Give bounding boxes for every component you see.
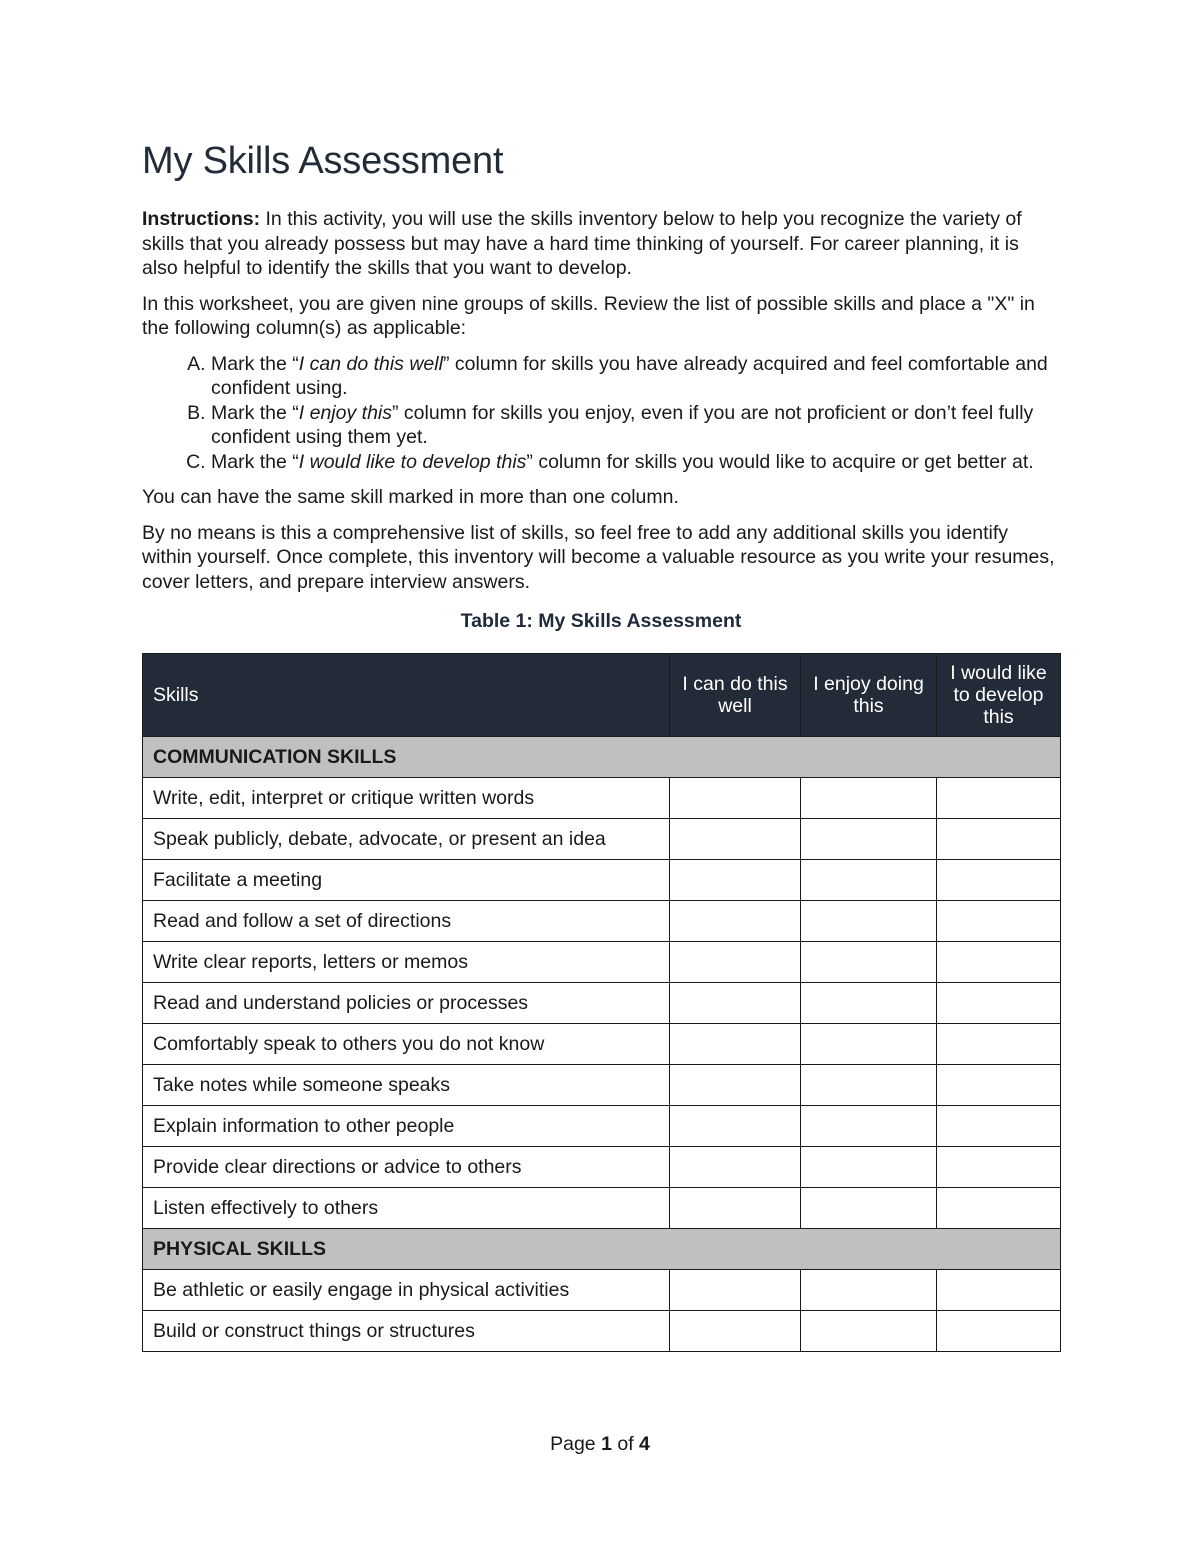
header-skills: Skills [143,654,670,737]
instructions-label: Instructions: [142,208,261,230]
can-do-well-cell[interactable] [670,860,801,901]
develop-cell[interactable] [937,983,1061,1024]
develop-cell[interactable] [937,1147,1061,1188]
page-footer: Page 1 of 4 [550,1433,650,1455]
enjoy-cell[interactable] [801,778,937,819]
develop-cell[interactable] [937,1065,1061,1106]
skill-name-cell: Comfortably speak to others you do not know [143,1024,670,1065]
skill-name-cell: Read and follow a set of directions [143,901,670,942]
develop-cell[interactable] [937,860,1061,901]
enjoy-cell[interactable] [801,1106,937,1147]
develop-cell[interactable] [937,1188,1061,1229]
develop-cell[interactable] [937,1311,1061,1352]
skill-name-cell: Build or construct things or structures [143,1311,670,1352]
skills-table [142,653,1061,1352]
enjoy-cell[interactable] [801,1024,937,1065]
list-item: C. Mark the “I would like to develop this” column for skills you would like to acquire or get better at. [211,450,1060,475]
enjoy-cell[interactable] [801,901,937,942]
current-page: 1 [601,1433,612,1455]
section-header-row [143,737,1061,778]
skill-name-cell: Explain information to other people [143,1106,670,1147]
table-body [143,737,1061,1352]
develop-cell[interactable] [937,778,1061,819]
enjoy-cell[interactable] [801,983,937,1024]
skill-name-cell: Listen effectively to others [143,1188,670,1229]
skill-name-cell: Read and understand policies or processes [143,983,670,1024]
develop-cell[interactable] [937,901,1061,942]
list-item: A. Mark the “I can do this well” column for skills you have already acquired and feel comfortable and confident using. [211,352,1060,401]
enjoy-cell[interactable] [801,1270,937,1311]
develop-cell[interactable] [937,1024,1061,1065]
can-do-well-cell[interactable] [670,1106,801,1147]
table-row [143,983,1061,1024]
can-do-well-cell[interactable] [670,1024,801,1065]
table-row [143,1147,1061,1188]
table-row [143,1024,1061,1065]
instructions-paragraph [142,207,1060,281]
instructions-text: In this activity, you will use the skills inventory below to help you recognize the variety of skills that you already possess but may have a hard time thinking of yourself. For career planning, it is also helpful to identify the skills that you want to develop. [142,208,1022,279]
table-row [143,1270,1061,1311]
table-row [143,1188,1061,1229]
table-row [143,860,1061,901]
same-skill-paragraph: You can have the same skill marked in more than one column. [142,486,679,508]
table-row [143,778,1061,819]
develop-cell[interactable] [937,1270,1061,1311]
skill-name-cell: Write clear reports, letters or memos [143,942,670,983]
enjoy-cell[interactable] [801,1147,937,1188]
develop-cell[interactable] [937,819,1061,860]
table-row [143,819,1061,860]
can-do-well-cell[interactable] [670,1188,801,1229]
develop-cell[interactable] [937,942,1061,983]
header-can-do-well: I can do this well [670,654,801,737]
can-do-well-cell[interactable] [670,1065,801,1106]
table-row [143,1311,1061,1352]
list-item: B. Mark the “I enjoy this” column for skills you enjoy, even if you are not proficient or don’t feel fully confident using them yet. [211,401,1060,450]
section-title: COMMUNICATION SKILLS [143,737,1061,778]
total-pages: 4 [639,1433,650,1455]
page-title: My Skills Assessment [142,140,504,182]
skill-name-cell: Speak publicly, debate, advocate, or present an idea [143,819,670,860]
skill-name-cell: Take notes while someone speaks [143,1065,670,1106]
enjoy-cell[interactable] [801,942,937,983]
can-do-well-cell[interactable] [670,901,801,942]
section-header-row [143,1229,1061,1270]
can-do-well-cell[interactable] [670,942,801,983]
header-develop: I would like to develop this [937,654,1061,737]
skill-name-cell: Be athletic or easily engage in physical activities [143,1270,670,1311]
can-do-well-cell[interactable] [670,778,801,819]
enjoy-cell[interactable] [801,1065,937,1106]
worksheet-paragraph: In this worksheet, you are given nine groups of skills. Review the list of possible skills and place a "X" in the following column(s) as applicable: [142,292,1035,339]
skill-name-cell: Facilitate a meeting [143,860,670,901]
can-do-well-cell[interactable] [670,983,801,1024]
table-row [143,942,1061,983]
can-do-well-cell[interactable] [670,1270,801,1311]
enjoy-cell[interactable] [801,819,937,860]
document-page [142,140,1060,1352]
table-row [143,1106,1061,1147]
table-caption: Table 1: My Skills Assessment [460,610,742,632]
can-do-well-cell[interactable] [670,1147,801,1188]
instruction-list [142,352,1060,475]
skill-name-cell: Write, edit, interpret or critique written words [143,778,670,819]
comprehensive-paragraph: By no means is this a comprehensive list of skills, so feel free to add any additional skills you identify within yourself. Once complete, this inventory will become a valuable resource as you write your resumes, cover letters, and prepare interview answers. [142,521,1055,593]
header-enjoy: I enjoy doing this [801,654,937,737]
table-row [143,901,1061,942]
develop-cell[interactable] [937,1106,1061,1147]
section-title: PHYSICAL SKILLS [143,1229,1061,1270]
table-row [143,1065,1061,1106]
enjoy-cell[interactable] [801,1188,937,1229]
enjoy-cell[interactable] [801,1311,937,1352]
can-do-well-cell[interactable] [670,819,801,860]
can-do-well-cell[interactable] [670,1311,801,1352]
table-header-row [143,654,1061,737]
skill-name-cell: Provide clear directions or advice to others [143,1147,670,1188]
enjoy-cell[interactable] [801,860,937,901]
